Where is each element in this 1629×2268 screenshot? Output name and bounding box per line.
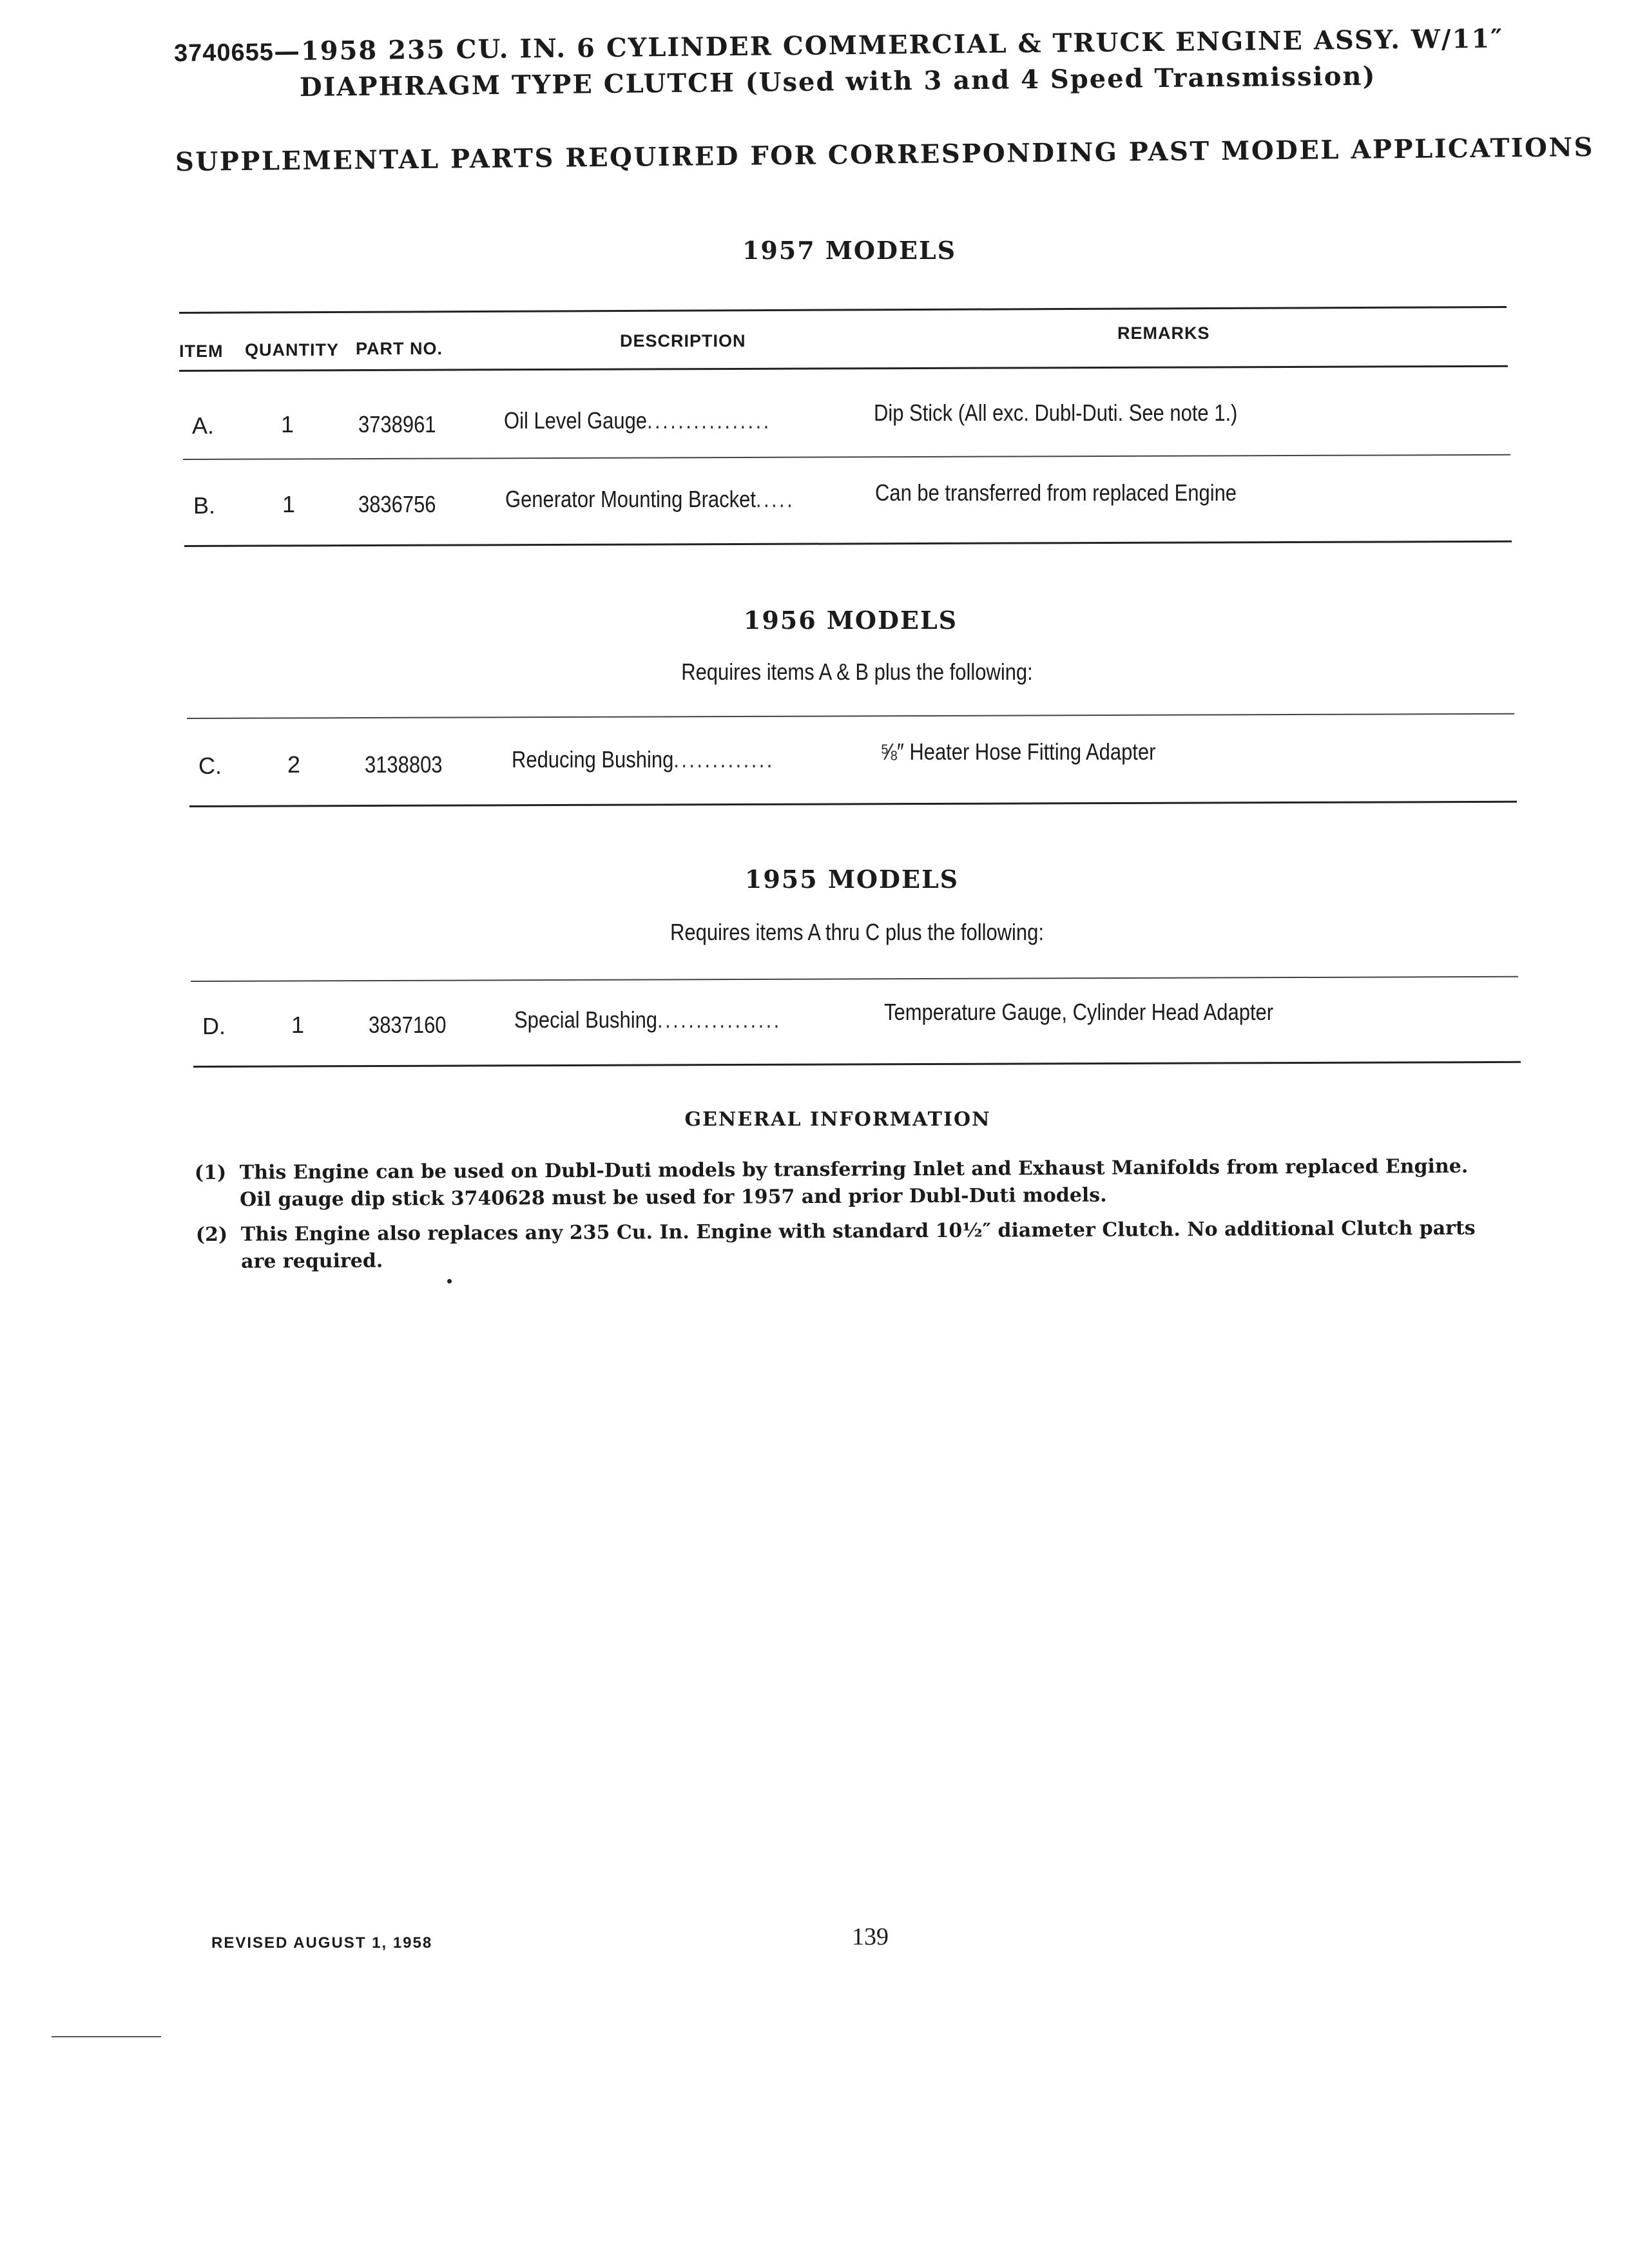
item-remarks: Temperature Gauge, Cylinder Head Adapter	[884, 999, 1274, 1025]
engine-assembly-title-text: —1958 235 CU. IN. 6 CYLINDER COMMERCIAL & TRUCK ENGINE ASSY. W/11″	[273, 23, 1504, 67]
section-heading-1957: 1957 MODELS	[742, 236, 957, 265]
item-description-text: Generator Mounting Bracket	[505, 486, 756, 512]
item-remarks: Can be transferred from replaced Engine	[875, 479, 1237, 506]
page-number: 139	[852, 1923, 889, 1950]
section-bottom-rule	[184, 541, 1512, 547]
section-requires-note-1955: Requires items A thru C plus the following:	[670, 919, 1044, 945]
engine-assembly-title-line2: DIAPHRAGM TYPE CLUTCH (Used with 3 and 4 Speed Transmission)	[299, 61, 1376, 102]
item-letter: B.	[193, 492, 216, 519]
item-remarks: Dip Stick (All exc. Dubl-Duti. See note 1.)	[874, 399, 1238, 426]
item-description-text: Reducing Bushing	[512, 746, 674, 773]
note-text-line: Oil gauge dip stick 3740628 must be used for 1957 and prior Dubl-Duti models.	[240, 1184, 1107, 1211]
item-description-text: Oil Level Gauge	[504, 407, 648, 434]
item-quantity: 2	[287, 751, 301, 778]
section-bottom-rule	[189, 801, 1517, 807]
item-letter: D.	[202, 1013, 226, 1039]
item-part-number: 3836756	[358, 491, 436, 517]
item-quantity: 1	[282, 491, 296, 517]
item-remarks: ⅝″ Heater Hose Fitting Adapter	[880, 738, 1156, 765]
table-top-rule	[179, 306, 1507, 314]
note-number: (1)	[194, 1161, 227, 1184]
note-text-line: This Engine also replaces any 235 Cu. In. Engine with standard 10½″ diameter Clutch. No additional Clutch parts	[240, 1216, 1476, 1246]
item-description	[505, 486, 795, 513]
row-divider	[183, 454, 1510, 460]
item-quantity: 1	[291, 1012, 305, 1038]
item-description	[504, 407, 771, 434]
column-header-description: DESCRIPTION	[620, 331, 746, 351]
leader-dots: ................	[647, 407, 771, 434]
note-text-line: This Engine can be used on Dubl-Duti models by transferring Inlet and Exhaust Manifolds from replaced Engine.	[239, 1155, 1469, 1184]
leader-dots: .....	[755, 486, 795, 512]
section-top-rule	[191, 976, 1518, 982]
general-note-2	[196, 1215, 1476, 1276]
note-number: (2)	[195, 1223, 228, 1246]
item-description	[512, 746, 775, 773]
revision-date: REVISED AUGUST 1, 1958	[211, 1934, 433, 1952]
note-text-line: are required.	[241, 1249, 383, 1273]
column-header-remarks: REMARKS	[1117, 323, 1210, 343]
general-note-1	[195, 1153, 1469, 1214]
item-part-number: 3138803	[365, 751, 443, 778]
section-top-rule	[187, 713, 1514, 719]
item-quantity: 1	[281, 411, 294, 437]
section-bottom-rule	[193, 1061, 1521, 1068]
column-header-item: ITEM	[179, 341, 224, 361]
column-header-rule	[179, 365, 1508, 372]
scan-mark	[52, 2036, 161, 2037]
item-letter: A.	[192, 412, 215, 439]
supplemental-parts-heading: SUPPLEMENTAL PARTS REQUIRED FOR CORRESPONDING PAST MODEL APPLICATIONS	[175, 131, 1595, 177]
engine-part-number: 3740655	[173, 39, 275, 67]
column-header-quantity: QUANTITY	[245, 340, 339, 360]
column-header-part-no: PART NO.	[356, 339, 443, 358]
leader-dots: ................	[657, 1006, 782, 1033]
leader-dots: .............	[673, 746, 775, 773]
section-heading-1956: 1956 MODELS	[743, 606, 958, 635]
section-requires-note-1956: Requires items A & B plus the following:	[681, 658, 1033, 685]
item-description	[514, 1006, 782, 1033]
item-part-number: 3738961	[358, 411, 436, 437]
item-part-number: 3837160	[369, 1012, 447, 1038]
section-heading-1955: 1955 MODELS	[744, 865, 959, 894]
print-speck	[447, 1279, 452, 1283]
general-information-heading: GENERAL INFORMATION	[684, 1108, 991, 1131]
item-letter: C.	[198, 753, 222, 779]
item-description-text: Special Bushing	[514, 1006, 658, 1033]
